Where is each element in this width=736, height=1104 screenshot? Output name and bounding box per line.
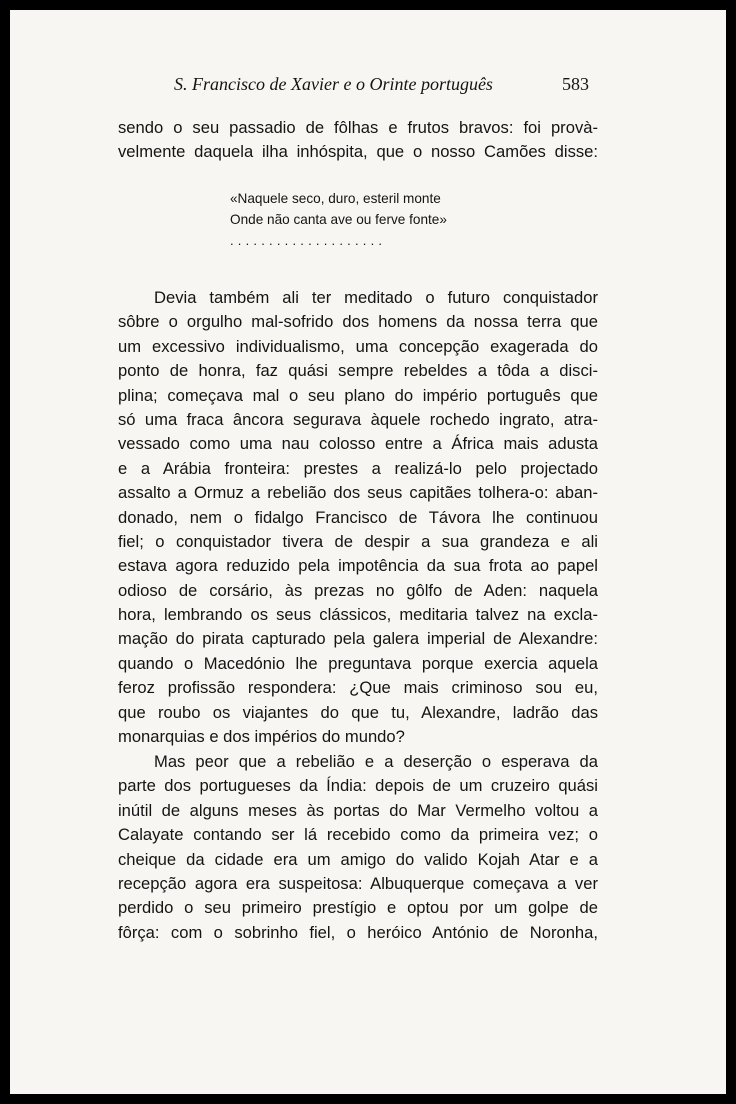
text-line: fôrça: com o sobrinho fiel, o heróico António de Noronha, bbox=[118, 922, 598, 942]
text-line: um excessivo individualismo, uma concepção exagerada do bbox=[118, 336, 598, 356]
text-line: só uma fraca âncora segurava àquele rochedo ingrato, atra- bbox=[118, 409, 598, 429]
text-line: Devia também ali ter meditado o futuro conquistador bbox=[154, 288, 598, 307]
text-line: que roubo os viajantes do que tu, Alexandre, ladrão das bbox=[118, 702, 598, 722]
text-line: feroz profissão respondera: ¿Que mais criminoso sou eu, bbox=[118, 678, 598, 698]
text-line: e a Arábia fronteira: prestes a realizá-lo pelo projectado bbox=[118, 458, 598, 478]
verse-line: Onde não canta ave ou ferve fonte» bbox=[230, 212, 447, 227]
text-line: sendo o seu passadio de fôlhas e frutos bravos: foi provà- bbox=[118, 118, 598, 137]
text-line: Calayate contando ser lá recebido como da primeira vez; o bbox=[118, 825, 598, 845]
verse-quote bbox=[230, 188, 490, 249]
text-line: fiel; o conquistador tivera de despir a sua grandeza e ali bbox=[118, 531, 598, 551]
text-line: sôbre o orgulho mal-sofrido dos homens da nossa terra que bbox=[118, 312, 598, 332]
paragraph-2 bbox=[118, 286, 598, 749]
text-line: hora, lembrando os seus clássicos, meditaria talvez na excla- bbox=[118, 605, 598, 625]
text-line: donado, nem o fidalgo Francisco de Távora lhe continuou bbox=[118, 507, 598, 527]
ellipsis-dots: .................... bbox=[230, 233, 387, 248]
text-line: inútil de alguns meses às portas do Mar Vermelho voltou a bbox=[118, 800, 598, 820]
text-line: quando o Macedónio lhe preguntava porque exercia aquela bbox=[118, 653, 598, 673]
text-line: estava agora reduzido pela impotência da sua frota ao papel bbox=[118, 556, 598, 576]
text-line: recepção agora era suspeitosa: Albuquerque começava a ver bbox=[118, 873, 598, 893]
text-line: plina; começava mal o seu plano do império português que bbox=[118, 385, 598, 405]
running-title: S. Francisco de Xavier e o Orinte português bbox=[174, 74, 493, 94]
paragraph-3 bbox=[118, 750, 598, 945]
text-line: assalto a Ormuz a rebelião dos seus capitães tolhera-o: aban- bbox=[118, 483, 598, 503]
paragraph-1 bbox=[118, 116, 598, 165]
text-line: mação do pirata capturado pela galera imperial de Alexandre: bbox=[118, 629, 598, 649]
running-header bbox=[10, 74, 726, 98]
text-line: parte dos portugueses da Índia: depois de um cruzeiro quási bbox=[118, 776, 598, 796]
text-line: odioso de corsário, às prezas no gôlfo de Aden: naquela bbox=[118, 580, 598, 600]
text-line: Mas peor que a rebelião e a deserção o esperava da bbox=[154, 752, 598, 771]
verse-line: «Naquele seco, duro, esteril monte bbox=[230, 191, 441, 206]
book-page bbox=[10, 10, 726, 1094]
text-line: monarquias e dos impérios do mundo? bbox=[118, 727, 405, 747]
text-line: cheique da cidade era um amigo do valido Kojah Atar e a bbox=[118, 849, 598, 869]
text-line: perdido o seu primeiro prestígio e optou por um golpe de bbox=[118, 898, 598, 918]
text-line: velmente daquela ilha inhóspita, que o nosso Camões disse: bbox=[118, 142, 598, 162]
page-number: 583 bbox=[562, 74, 589, 94]
text-line: ponto de honra, faz quási sempre rebeldes a tôda a disci- bbox=[118, 361, 598, 381]
text-line: vessado como uma nau colosso entre a África mais adusta bbox=[118, 434, 598, 454]
